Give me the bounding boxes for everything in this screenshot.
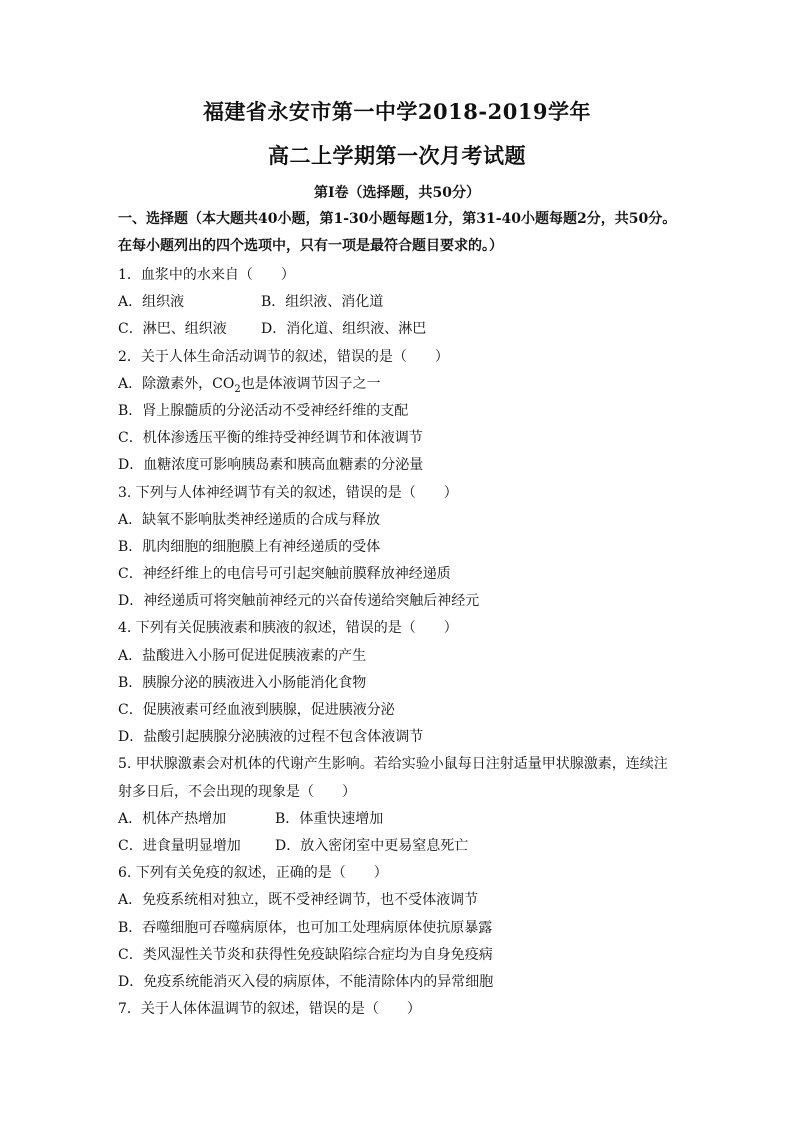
question-2-option-a [118, 371, 698, 398]
question-3-stem: 3. 下列与人体神经调节有关的叙述，错误的是（ ） [118, 484, 458, 501]
question-7-stem: 7．关于人体体温调节的叙述，错误的是（ ） [118, 1001, 421, 1018]
question-1-stem: 1．血浆中的水来自（ ） [118, 267, 295, 283]
question-5-option-d: D．放入密闭室中更易窒息死亡 [275, 837, 469, 854]
question-3-option-b: B．肌肉细胞的细胞膜上有神经递质的受体 [118, 538, 381, 555]
question-5-option-a: A．机体产热增加 [118, 810, 227, 827]
question-3-option-c: C．神经纤维上的电信号可引起突触前膜释放神经递质 [118, 566, 451, 583]
question-4-stem: 4. 下列有关促胰液素和胰液的叙述，错误的是（ ） [118, 620, 458, 637]
question-5-options-ab [118, 806, 698, 833]
question-4-option-a: A．盐酸进入小肠可促进促胰液素的产生 [118, 647, 367, 664]
section-heading: 第Ⅰ卷（选择题，共50分） [313, 185, 481, 201]
question-6-option-d: D．免疫系统能消灭入侵的病原体，不能清除体内的异常细胞 [118, 973, 494, 990]
question-3-option-a: A．缺氧不影响肽类神经递质的合成与释放 [118, 511, 381, 528]
question-2-option-c: C．机体渗透压平衡的维持受神经调节和体液调节 [118, 430, 423, 447]
question-2-option-a-subscript: 2 [234, 383, 241, 395]
question-2-option-a-pre: A．除激素外，CO [118, 375, 235, 392]
question-2-option-d: D．血糖浓度可影响胰岛素和胰高血糖素的分泌量 [118, 457, 424, 474]
question-1-option-d: D．消化道、组织液、淋巴 [261, 321, 427, 338]
question-1-options-cd [118, 316, 698, 343]
question-3-option-d: D．神经递质可将突触前神经元的兴奋传递给突触后神经元 [118, 593, 480, 610]
question-1-options-ab [118, 289, 698, 316]
exam-title-line2: 高二上学期第一次月考试题 [268, 143, 526, 168]
question-5-stem-line1: 5. 甲状腺激素会对机体的代谢产生影响。若给实验小鼠每日注射适量甲状腺激素，连续注 [118, 756, 668, 773]
question-2-stem: 2．关于人体生命活动调节的叙述，错误的是（ ） [118, 348, 449, 365]
question-4-option-b: B．胰腺分泌的胰液进入小肠能消化食物 [118, 674, 367, 691]
question-1-option-a: A．组织液 [118, 294, 185, 311]
question-2-option-b: B．肾上腺髓质的分泌活动不受神经纤维的支配 [118, 402, 409, 419]
instructions-line1: 一、选择题（本大题共40小题，第1-30小题每题1分，第31-40小题每题2分，共50分。 [118, 211, 677, 227]
question-2-option-a-post: 也是体液调节因子之一 [240, 375, 381, 392]
instructions-line2: 在每小题列出的四个选项中，只有一项是最符合题目要求的。） [118, 238, 503, 254]
question-1-option-c: C．淋巴、组织液 [118, 321, 227, 338]
exam-title-line1: 福建省永安市第一中学2018-2019学年 [202, 99, 592, 124]
question-1-option-b: B．组织液、消化道 [261, 294, 384, 311]
question-5-stem-line2: 射多日后，不会出现的现象是（ ） [118, 783, 356, 800]
question-5-option-c: C．进食量明显增加 [118, 837, 241, 854]
question-6-stem: 6. 下列有关免疫的叙述，正确的是（ ） [118, 865, 388, 882]
question-list [118, 262, 698, 1023]
question-4-option-d: D．盐酸引起胰腺分泌胰液的过程不包含体液调节 [118, 729, 424, 746]
question-6-option-b: B．吞噬细胞可吞噬病原体，也可加工处理病原体使抗原暴露 [118, 919, 493, 936]
question-6-option-a: A．免疫系统相对独立，既不受神经调节，也不受体液调节 [118, 892, 479, 909]
question-4-option-c: C．促胰液素可经血液到胰腺，促进胰液分泌 [118, 702, 395, 718]
question-5-option-b: B．体重快速增加 [275, 810, 384, 827]
question-6-option-c: C．类风湿性关节炎和获得性免疫缺陷综合症均为自身免疫病 [118, 946, 493, 963]
question-5-options-cd [118, 833, 698, 860]
